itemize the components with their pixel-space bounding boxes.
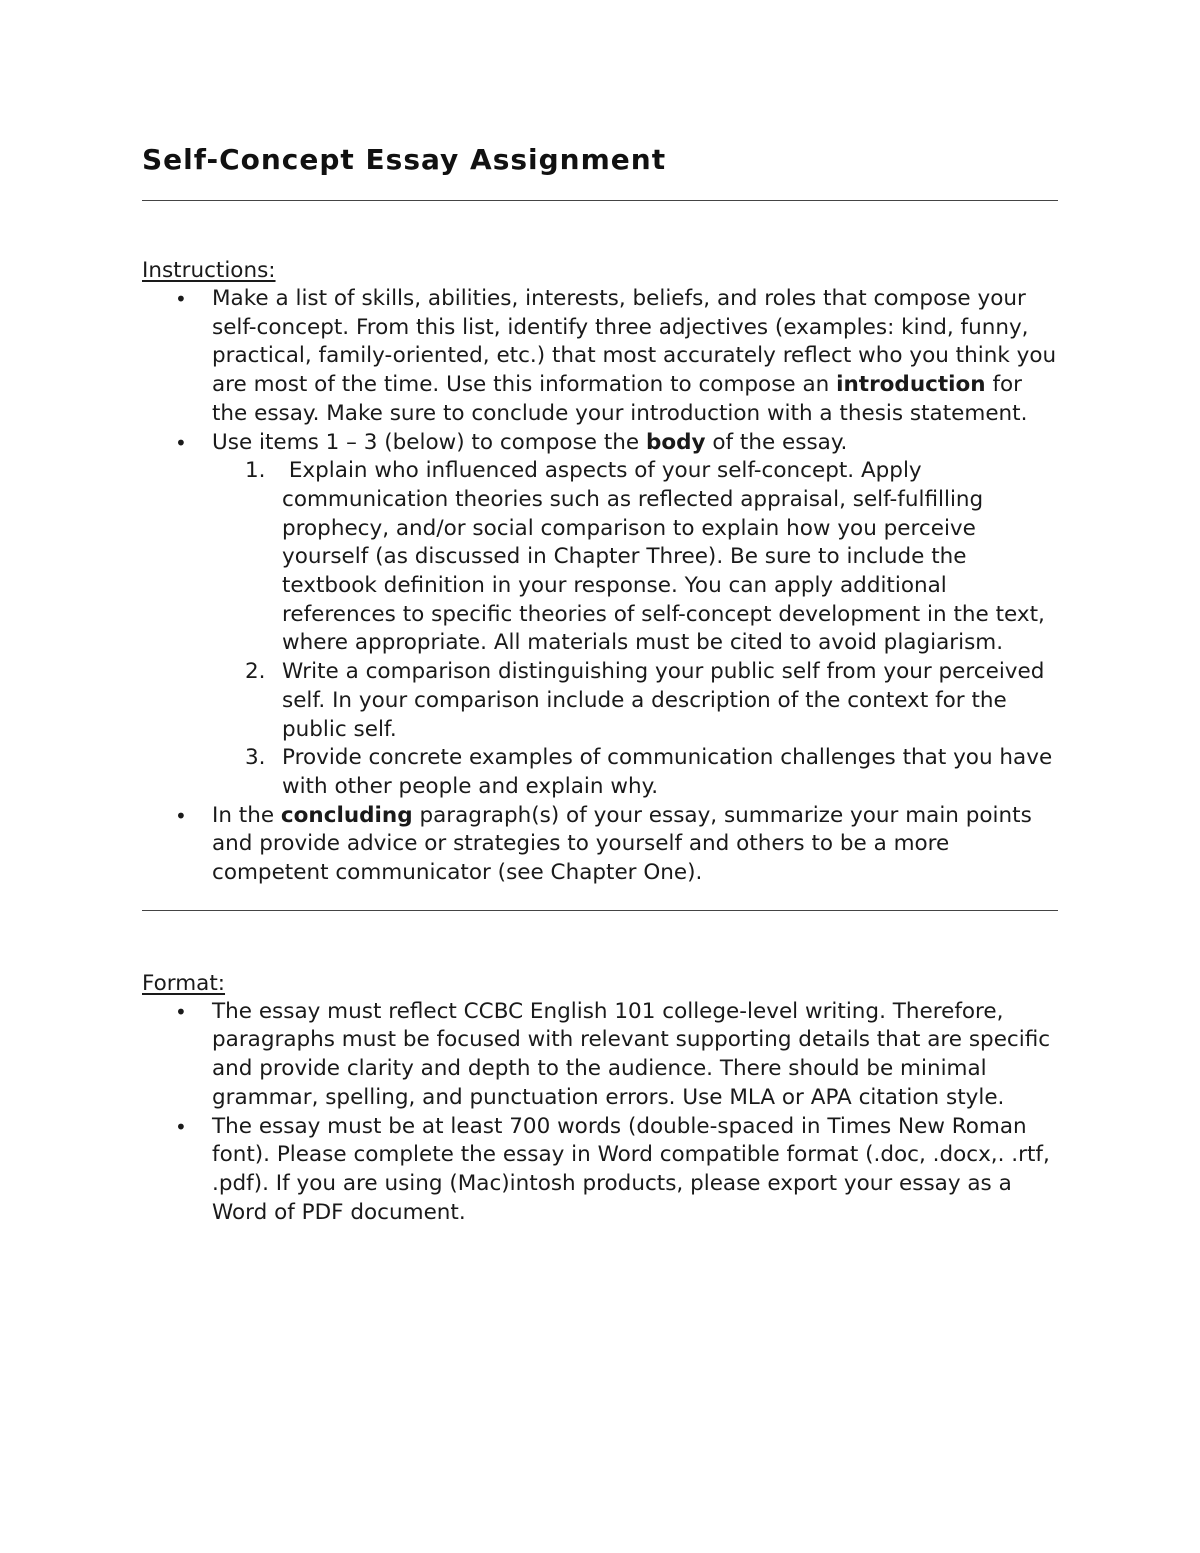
instructions-heading: Instructions: (142, 258, 276, 283)
body-item-3 (212, 744, 1060, 801)
format-item-text: The essay must be at least 700 words (double-spaced in Times New Roman font). Please complete the essay in Word compatible format (.doc, .docx,. .rtf, .pdf). If you are using (Mac)intosh products, please export your essay as a Word of PDF document. (212, 1113, 1050, 1225)
instruction-item-introduction: • Make a list of skills, abilities, interests, beliefs, and roles that compose your self-concept. From this list, identify three adjectives (examples: kind, funny, practical, family-oriented, etc.) that most accurately reflect who you think you are most of the time. Use this information to compose an introduction for the essay. Make sure to conclude your introduction with a thesis statement. (175, 286, 1057, 426)
item-number: 1. (245, 458, 266, 484)
body-items-list (212, 457, 1060, 801)
bullet-icon: • (175, 430, 187, 455)
item-number: 2. (245, 659, 266, 685)
emphasis-concluding: concluding (280, 802, 413, 828)
item-number: 3. (245, 745, 266, 771)
bullet-icon: • (175, 287, 187, 311)
document-page (142, 140, 1060, 1227)
instruction-item-body: • Use items 1 – 3 (below) to compose the body of the essay. 1. Explain who influenced aspects of your self-concept. Apply communication theories such as reflected appraisal, self-fulfilling prophecy, and/or social comparison to explain how you perceive yourself (as discussed in Chapter Three). Be sure to include the textbook definition in your response. You can apply additional references to specific theories of self-concept development in the text, where appropriate. All materials must be cited to avoid plagiarism. 2. Write a comparison distinguishing your public self from your perceived self. In your comparison include a description of the context for the public self. 3. Provide concrete examples of communication challenges that you have with other people and explain why. (142, 429, 1060, 802)
instructions-list (142, 285, 1060, 888)
emphasis-introduction: introduction (836, 372, 986, 398)
body-item-2 (212, 658, 1060, 744)
format-list (142, 998, 1060, 1228)
item-text: Provide concrete examples of communication challenges that you have with other people and explain why. (282, 745, 1053, 799)
format-item-writing-level (142, 998, 1060, 1113)
format-item-length (142, 1113, 1060, 1228)
title-divider (142, 200, 1058, 201)
item-text: Explain who influenced aspects of your self-concept. Apply communication theories such as reflected appraisal, self-fulfilling prophecy, and/or social comparison to explain how you perceive yourself (as discussed in Chapter Three). Be sure to include the textbook definition in your response. You can apply additional references to specific theories of self-concept development in the text, where appropriate. All materials must be cited to avoid plagiarism. (282, 458, 1045, 656)
bullet-icon: • (175, 999, 187, 1024)
format-item-text: The essay must reflect CCBC English 101 college-level writing. Therefore, paragraphs must be focused with relevant supporting details that are specific and provide clarity and depth to the audience. There should be minimal grammar, spelling, and punctuation errors. Use MLA or APA citation style. (212, 998, 1051, 1110)
document-title: Self-Concept Essay Assignment (142, 143, 667, 176)
body-item-1 (212, 457, 1060, 658)
bullet-icon: • (175, 1114, 187, 1139)
item-text: Write a comparison distinguishing your public self from your perceived self. In your comparison include a description of the context for the public self. (282, 659, 1045, 742)
emphasis-body: body (645, 429, 706, 455)
instruction-item-conclusion: • In the concluding paragraph(s) of your essay, summarize your main points and provide advice or strategies to yourself and others to be a more competent communicator (see Chapter One). (175, 802, 1032, 886)
bullet-icon: • (175, 803, 187, 828)
section-divider (142, 910, 1058, 911)
format-heading: Format: (142, 970, 226, 996)
